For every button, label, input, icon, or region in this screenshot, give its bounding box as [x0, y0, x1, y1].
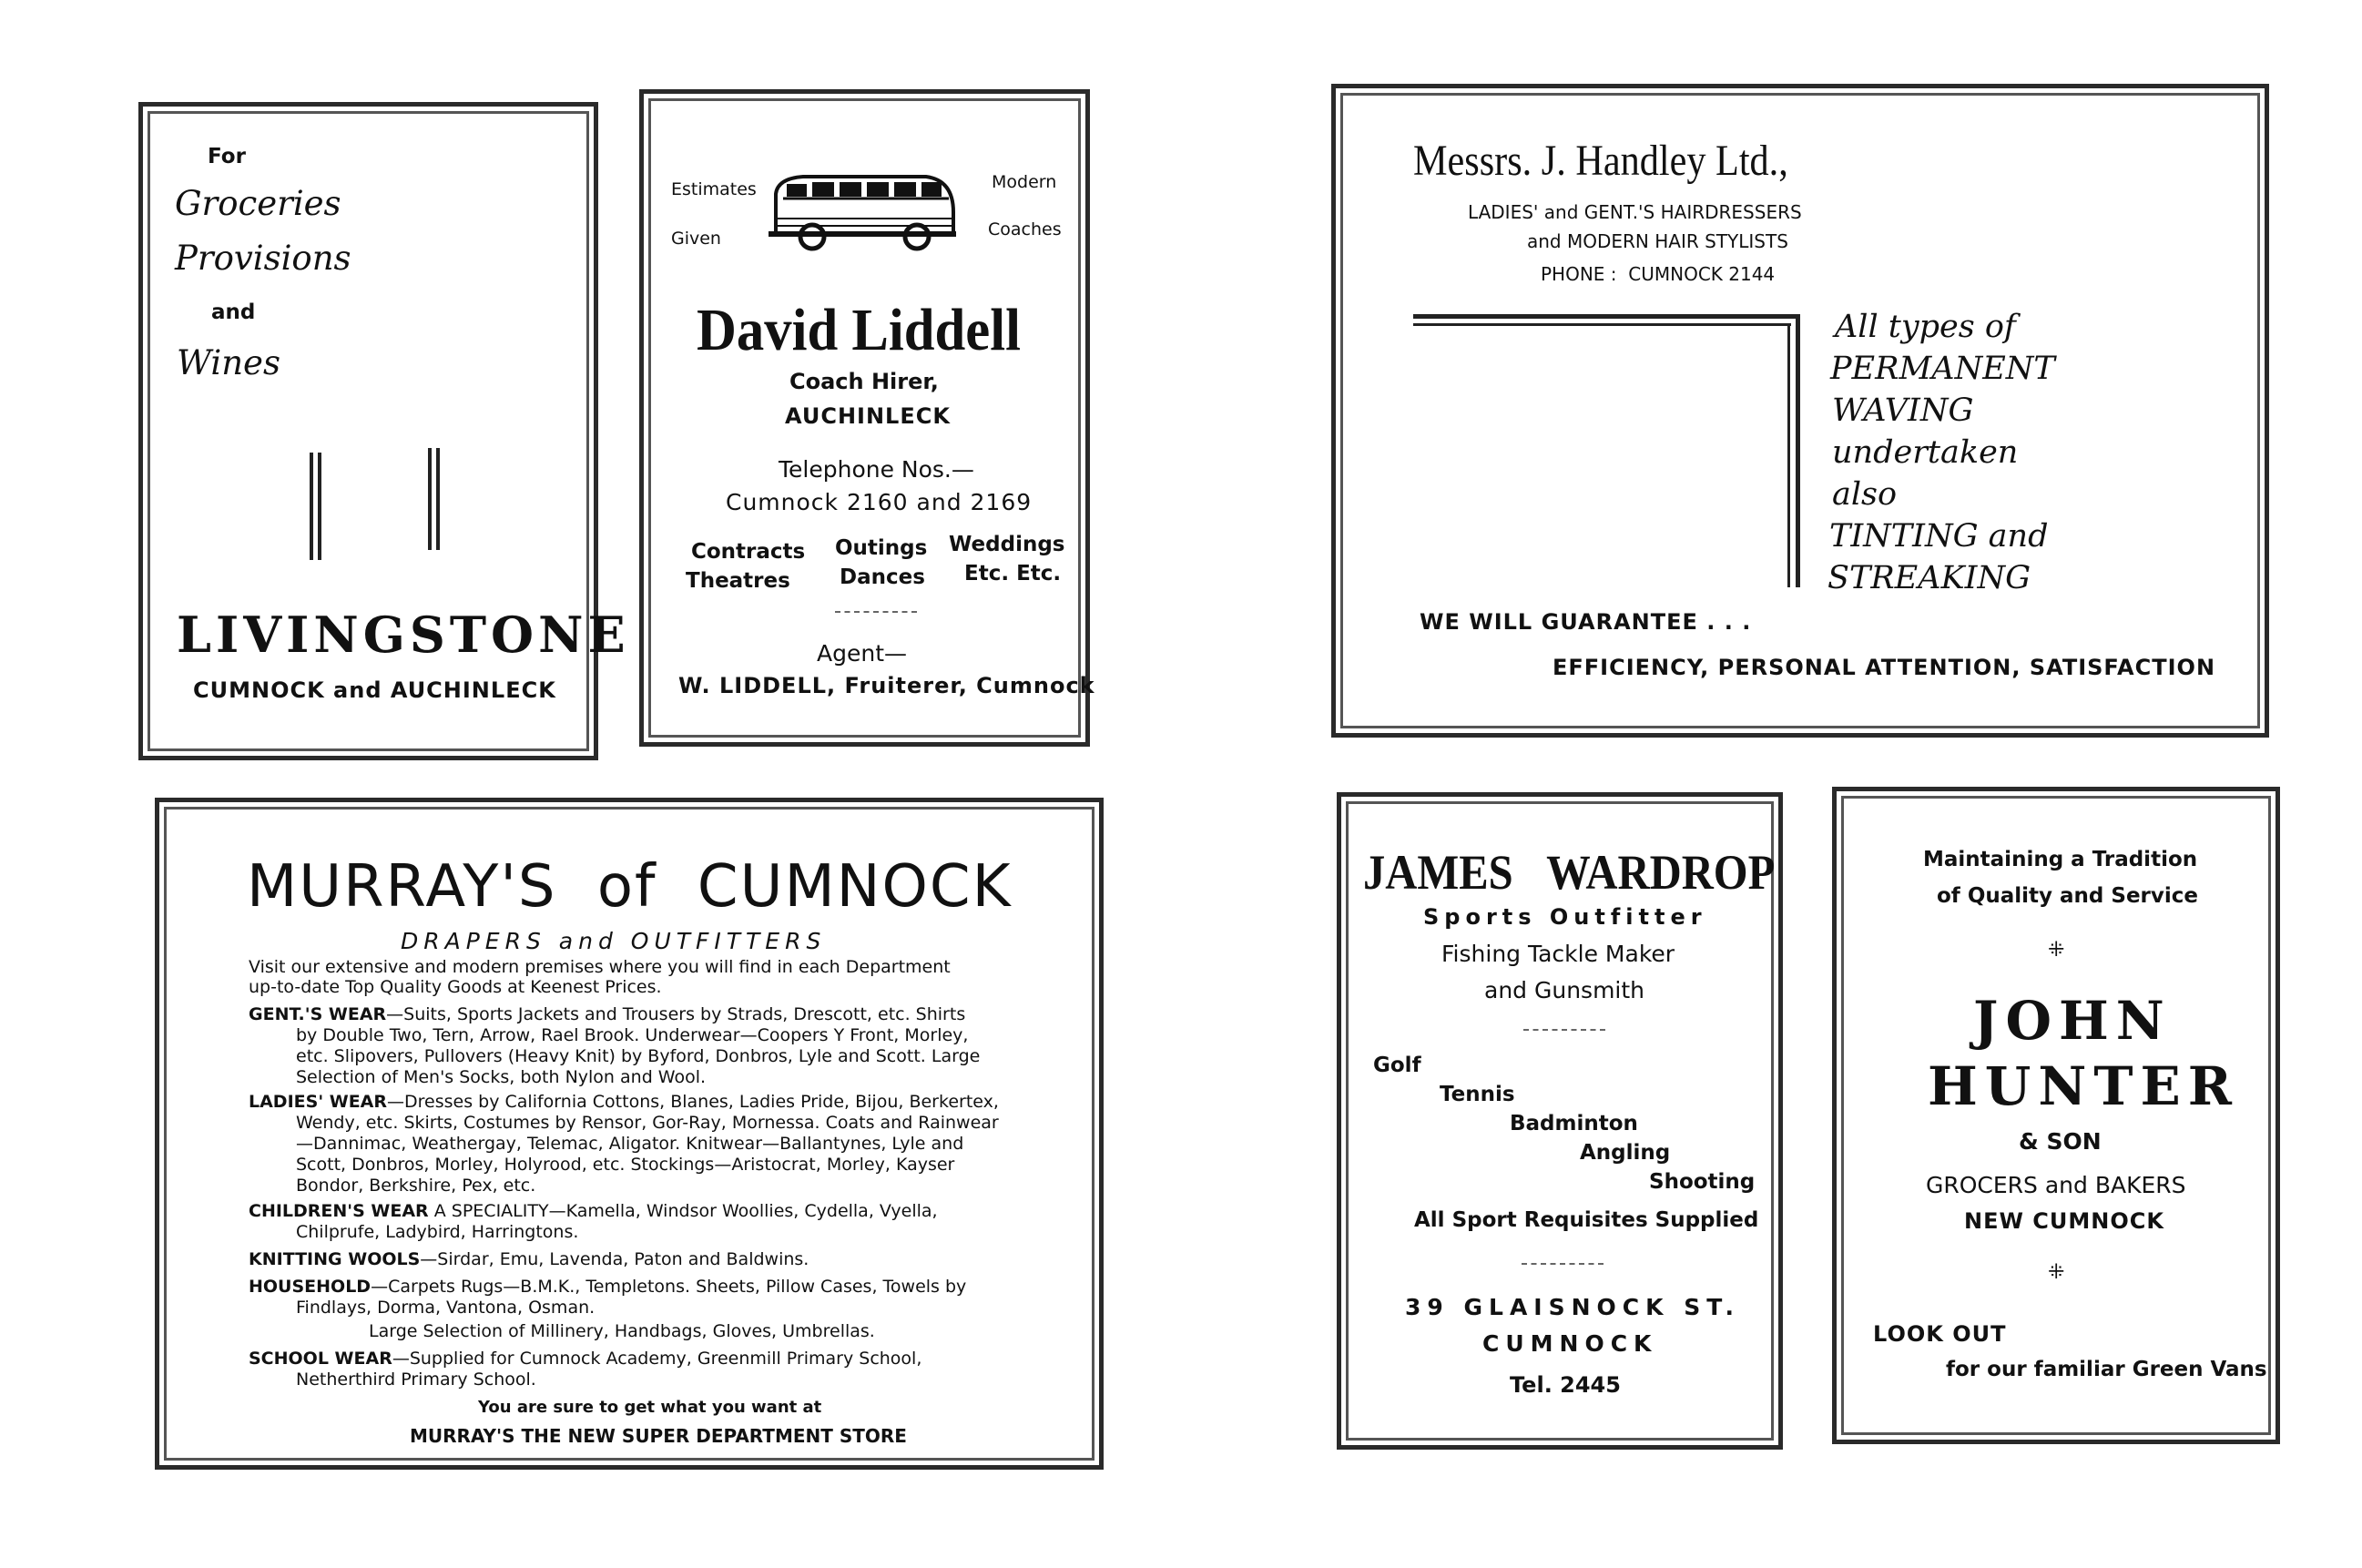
- address-label: 39 GLAISNOCK ST.: [1405, 1294, 1740, 1320]
- section-text: A SPECIALITY—Kamella, Windsor Woollies, Cydella, Vyella,: [428, 1201, 938, 1221]
- town-label: NEW CUMNOCK: [1964, 1208, 2164, 1234]
- service-text-4: undertaken: [1832, 434, 2019, 471]
- coach-hirer-label: Coach Hirer,: [789, 369, 939, 394]
- section-heading: HOUSEHOLD: [249, 1277, 372, 1297]
- service-text-6: TINTING and: [1829, 518, 2049, 555]
- for-label: For: [208, 145, 246, 168]
- look-out-label: LOOK OUT: [1873, 1321, 2007, 1347]
- owner-first-name: JOHN: [1973, 990, 2172, 1052]
- section-heading: GENT.'S WEAR: [249, 1004, 387, 1024]
- telephone-numbers: Cumnock 2160 and 2169: [726, 489, 1033, 515]
- ad-john-hunter: [1832, 787, 2280, 1444]
- ornament-icon: ⁜: [2048, 1261, 2065, 1284]
- knitting-wools-section: [249, 1249, 809, 1269]
- service-outings: Outings: [835, 536, 928, 560]
- childrens-wear-section: [249, 1201, 938, 1221]
- estimates-label: Estimates: [671, 179, 757, 199]
- section-heading: SCHOOL WEAR: [249, 1349, 392, 1369]
- ad-david-liddell: [639, 89, 1095, 747]
- gunsmith-label: and Gunsmith: [1484, 977, 1645, 1003]
- childrens-line-2: Chilprufe, Ladybird, Harringtons.: [296, 1222, 579, 1242]
- trade-label: Sports Outfitter: [1423, 904, 1707, 930]
- closing-line-1: You are sure to get what you want at: [478, 1398, 822, 1417]
- household-line-2: Findlays, Dorma, Vantona, Osman.: [296, 1298, 596, 1318]
- ladies-line-3: —Dannimac, Weathergay, Telemac, Aligator. Knitwear—Ballantynes, Lyle and: [296, 1134, 964, 1154]
- sport-badminton: Badminton: [1510, 1112, 1638, 1135]
- separator: [1522, 1263, 1604, 1265]
- and-label: and: [211, 300, 256, 324]
- tagline-2: of Quality and Service: [1937, 884, 2199, 908]
- ladies-wear-section: [249, 1092, 999, 1112]
- section-text: —Carpets Rugs—B.M.K., Templetons. Sheets, Pillow Cases, Towels by: [371, 1277, 967, 1297]
- service-dances: Dances: [840, 565, 925, 589]
- intro-line-2: up-to-date Top Quality Goods at Keenest Prices.: [249, 977, 662, 997]
- groceries-label: Groceries: [175, 184, 341, 223]
- agent-name: W. LIDDELL, Fruiterer, Cumnock: [678, 673, 1095, 698]
- telephone-label: Telephone Nos.—: [779, 456, 974, 483]
- sport-tennis: Tennis: [1440, 1083, 1515, 1106]
- modern-label: Modern: [992, 172, 1057, 192]
- sport-golf: Golf: [1373, 1054, 1421, 1077]
- green-vans-label: for our familiar Green Vans: [1946, 1358, 2267, 1381]
- service-text-7: STREAKING: [1827, 560, 2031, 596]
- agent-label: Agent—: [817, 640, 907, 667]
- gents-wear-section: [249, 1004, 965, 1024]
- store-title: MURRAY'S of CUMNOCK: [247, 853, 1013, 921]
- town-label: CUMNOCK: [1482, 1330, 1658, 1357]
- ad-murrays: [155, 798, 1104, 1470]
- towns-label: CUMNOCK and AUCHINLECK: [193, 677, 556, 703]
- service-contracts: Contracts: [691, 540, 806, 564]
- decorative-corner-rule: [1413, 323, 1791, 326]
- company-name: Messrs. J. Handley Ltd.,: [1413, 137, 1788, 185]
- shop-name: JAMES WARDROP: [1363, 845, 1776, 900]
- phone-label: PHONE : CUMNOCK 2144: [1541, 263, 1776, 285]
- household-line-3: Large Selection of Millinery, Handbags, Gloves, Umbrellas.: [369, 1321, 875, 1341]
- service-text-1: All types of: [1835, 309, 2016, 345]
- decorative-bar: [428, 448, 432, 550]
- school-line-2: Netherthird Primary School.: [296, 1369, 536, 1390]
- services-line-2: and MODERN HAIR STYLISTS: [1527, 230, 1788, 252]
- son-label: & SON: [2019, 1128, 2102, 1155]
- section-heading: KNITTING WOOLS: [249, 1249, 421, 1269]
- gents-line-4: Selection of Men's Socks, both Nylon and Wool.: [296, 1067, 707, 1087]
- ornament-icon: ⁜: [2048, 939, 2065, 962]
- decorative-bar: [436, 448, 440, 550]
- intro-line-1: Visit our extensive and modern premises where you will find in each Department: [249, 957, 951, 977]
- coach-bus-icon: [767, 171, 958, 253]
- trade-label: GROCERS and BAKERS: [1926, 1172, 2186, 1198]
- owner-surname: HUNTER: [1928, 1055, 2239, 1117]
- section-text: —Dresses by California Cottons, Blanes, Ladies Pride, Bijou, Berkertex,: [387, 1092, 999, 1112]
- company-name: David Liddell: [697, 297, 1021, 363]
- service-text-5: also: [1832, 476, 1898, 513]
- coaches-label: Coaches: [988, 219, 1062, 239]
- ladies-line-2: Wendy, etc. Skirts, Costumes by Rensor, Gor-Ray, Mornessa. Coats and Rainwear: [296, 1113, 999, 1133]
- service-text-3: WAVING: [1832, 392, 1974, 429]
- decorative-corner-rule: [1413, 314, 1800, 319]
- decorative-bar: [310, 453, 313, 560]
- section-text: —Sirdar, Emu, Lavenda, Paton and Baldwins.: [420, 1249, 809, 1269]
- ladies-line-4: Scott, Donbros, Morley, Holyrood, etc. Stockings—Aristocrat, Morley, Kayser: [296, 1155, 955, 1175]
- service-etc: Etc. Etc.: [964, 562, 1062, 585]
- ad-handley: [1331, 84, 2269, 738]
- town-label: AUCHINLECK: [785, 403, 951, 429]
- gents-line-2: by Double Two, Tern, Arrow, Rael Brook. Underwear—Coopers Y Front, Morley,: [296, 1025, 969, 1045]
- decorative-corner-rule: [1796, 314, 1800, 587]
- promise-label: EFFICIENCY, PERSONAL ATTENTION, SATISFACTION: [1553, 655, 2216, 680]
- gents-line-3: etc. Slipovers, Pullovers (Heavy Knit) by Byford, Donbros, Lyle and Scott. Large: [296, 1046, 981, 1066]
- tagline-1: Maintaining a Tradition: [1923, 848, 2198, 871]
- household-section: [249, 1277, 966, 1297]
- ladies-line-5: Bondor, Berkshire, Pex, etc.: [296, 1176, 536, 1196]
- fishing-tackle-label: Fishing Tackle Maker: [1441, 941, 1675, 967]
- store-subtitle: DRAPERS and OUTFITTERS: [401, 928, 827, 954]
- section-heading: LADIES' WEAR: [249, 1092, 388, 1112]
- service-theatres: Theatres: [686, 569, 790, 593]
- sport-shooting: Shooting: [1649, 1170, 1756, 1194]
- provisions-label: Provisions: [175, 239, 351, 278]
- separator: [1523, 1029, 1605, 1031]
- requisites-label: All Sport Requisites Supplied: [1414, 1208, 1759, 1232]
- sport-angling: Angling: [1580, 1141, 1671, 1165]
- telephone-label: Tel. 2445: [1510, 1372, 1621, 1398]
- section-heading: CHILDREN'S WEAR: [249, 1201, 429, 1221]
- separator: [835, 611, 917, 613]
- school-wear-section: [249, 1349, 921, 1369]
- service-weddings: Weddings: [949, 533, 1065, 556]
- decorative-bar: [318, 453, 321, 560]
- wines-label: Wines: [177, 343, 280, 382]
- ad-livingstone: [138, 102, 630, 760]
- closing-line-2: MURRAY'S THE NEW SUPER DEPARTMENT STORE: [410, 1425, 907, 1447]
- section-text: —Supplied for Cumnock Academy, Greenmill Primary School,: [392, 1349, 922, 1369]
- services-line-1: LADIES' and GENT.'S HAIRDRESSERS: [1468, 201, 1802, 223]
- shop-name: LIVINGSTONE: [177, 606, 630, 664]
- ad-james-wardrop: [1337, 792, 1783, 1450]
- decorative-corner-rule: [1787, 323, 1790, 587]
- guarantee-label: WE WILL GUARANTEE . . .: [1420, 609, 1752, 635]
- given-label: Given: [671, 229, 721, 249]
- service-text-2: PERMANENT: [1830, 351, 2055, 387]
- section-text: —Suits, Sports Jackets and Trousers by Strads, Drescott, etc. Shirts: [386, 1004, 966, 1024]
